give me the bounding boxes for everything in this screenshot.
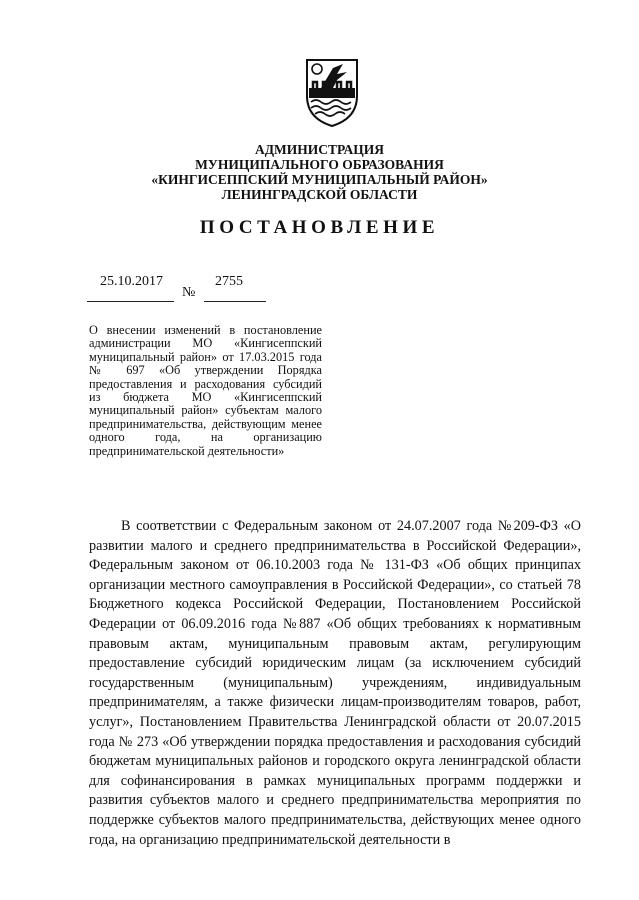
header-district-name: «КИНГИСЕППСКИЙ МУНИЦИПАЛЬНЫЙ РАЙОН»: [151, 172, 488, 187]
decree-subject: О внесении изменений в постановление администрации МО «Кингисеппский муниципальный район» от 17.03.2015 года № 697 «Об утверждении Порядка предоставления и расходования субсидий из бюджета МО «Кингисеппский муниципальный район» субъектам малого предпринимательства, действующим менее одного года, на организацию предпринимательской деятельности»: [89, 323, 322, 458]
decree-number: 2755: [215, 274, 243, 289]
number-underline: [204, 301, 266, 302]
document-type-title: ПОСТАНОВЛЕНИЕ: [199, 217, 440, 238]
header-administration: АДМИНИСТРАЦИЯ: [254, 142, 385, 157]
coat-of-arms-icon: [303, 58, 361, 128]
date-underline: [87, 301, 174, 302]
decree-date: 25.10.2017: [100, 274, 163, 289]
decree-body-paragraph: В соответствии с Федеральным законом от 24.07.2007 года №209-ФЗ «О развитии малого и среднего предпринимательства в Российской Федерации», Федеральным законом от 06.10.2003 года № 131-ФЗ «Об общих принципах организации местного самоуправления в Российской Федерации», со статьей 78 Бюджетного кодекса Российской Федерации, Постановлением Российской Федерации от 06.09.2016 года №887 «Об общих требованиях к нормативным правовым актам, муниципальным правовым актам, регулирующим предоставление субсидий юридическим лицам (за исключением субсидий государственным (муниципальным) учреждениям, индивидуальным предпринимателям, а также физически лицам-производителям товаров, работ, услуг», Постановлением Правительства Ленинградской области от 20.07.2015 года № 273 «Об утверждении порядка предоставления и расходования субсидий бюджетам муниципальных районов и городского округа ленинградской области для софинансирования в рамках муниципальных программ поддержки и развития субъектов малого и среднего предпринимательства мероприятия по поддержке субъектов малого предпринимательства, действующих менее одного года, на организацию предпринимательской деятельности в: [89, 518, 581, 848]
number-sign: №: [182, 285, 196, 300]
header-region: ЛЕНИНГРАДСКОЙ ОБЛАСТИ: [221, 187, 418, 202]
header-municipal-formation: МУНИЦИПАЛЬНОГО ОБРАЗОВАНИЯ: [195, 157, 444, 172]
